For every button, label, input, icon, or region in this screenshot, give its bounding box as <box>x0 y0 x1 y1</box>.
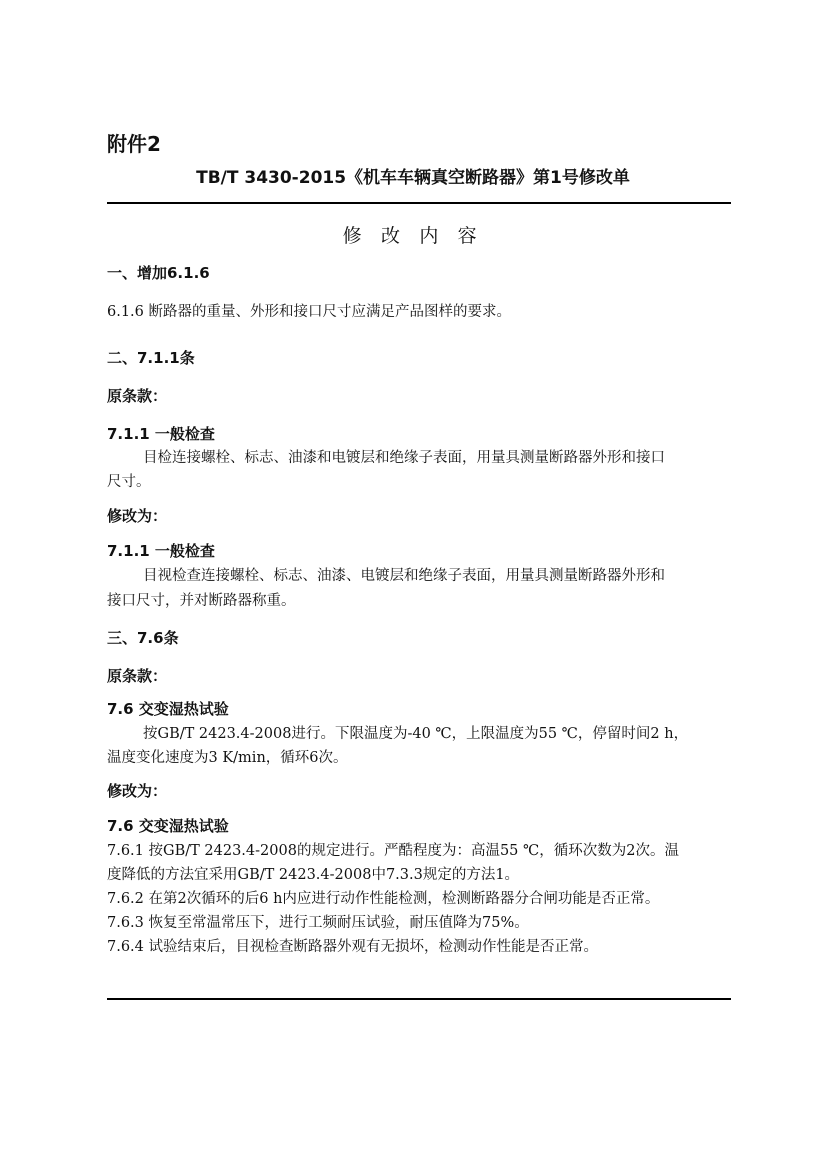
section-2-title: 二、7.1.1条 <box>107 349 195 367</box>
section-2-modified-clause: 7.1.1 一般检查 <box>107 542 215 560</box>
annex-label: 附件2 <box>107 132 161 156</box>
section-1-title: 一、增加6.1.6 <box>107 264 210 282</box>
clause-7-6-4: 7.6.4 试验结束后，目视检查断路器外观有无损坏，检测动作性能是否正常。 <box>107 939 599 955</box>
document-title: TB/T 3430-2015《机车车辆真空断路器》第1号修改单 <box>196 168 630 188</box>
section-3-original-clause: 7.6 交变湿热试验 <box>107 700 229 718</box>
section-3-original-label: 原条款： <box>107 667 168 685</box>
section-3-original-line-2: 温度变化速度为3 K/min，循环6次。 <box>107 750 348 766</box>
section-3-title: 三、7.6条 <box>107 629 179 647</box>
clause-7-6-1-line-1: 7.6.1 按GB/T 2423.4-2008的规定进行。严酷程度为：高温55 ℃，循环次数为2次。温 <box>107 843 679 859</box>
section-2-modified-line-1: 目视检查连接螺栓、标志、油漆、电镀层和绝缘子表面，用量具测量断路器外形和 <box>143 568 665 584</box>
section-2-original-line-2: 尺寸。 <box>107 474 151 490</box>
section-3-modified-clause: 7.6 交变湿热试验 <box>107 817 229 835</box>
section-1-text: 6.1.6 断路器的重量、外形和接口尺寸应满足产品图样的要求。 <box>107 304 512 320</box>
section-2-modified-line-2: 接口尺寸，并对断路器称重。 <box>107 593 296 609</box>
section-2-original-clause: 7.1.1 一般检查 <box>107 425 215 443</box>
section-3-original-line-1: 按GB/T 2423.4-2008进行。下限温度为-40 ℃，上限温度为55 ℃，停留时间2 h， <box>143 726 689 742</box>
section-3-modified-label: 修改为： <box>107 782 168 800</box>
clause-7-6-3: 7.6.3 恢复至常温常压下，进行工频耐压试验，耐压值降为75%。 <box>107 915 529 931</box>
top-rule <box>107 202 731 204</box>
section-heading: 修 改 内 容 <box>342 225 484 247</box>
bottom-rule <box>107 998 731 1000</box>
section-2-original-label: 原条款： <box>107 387 168 405</box>
clause-7-6-1-line-2: 度降低的方法宜采用GB/T 2423.4-2008中7.3.3规定的方法1。 <box>107 867 520 883</box>
clause-7-6-2: 7.6.2 在第2次循环的后6 h内应进行动作性能检测，检测断路器分合闸功能是否正常。 <box>107 891 660 907</box>
section-2-original-line-1: 目检连接螺栓、标志、油漆和电镀层和绝缘子表面，用量具测量断路器外形和接口 <box>143 450 665 466</box>
section-2-modified-label: 修改为： <box>107 507 168 525</box>
